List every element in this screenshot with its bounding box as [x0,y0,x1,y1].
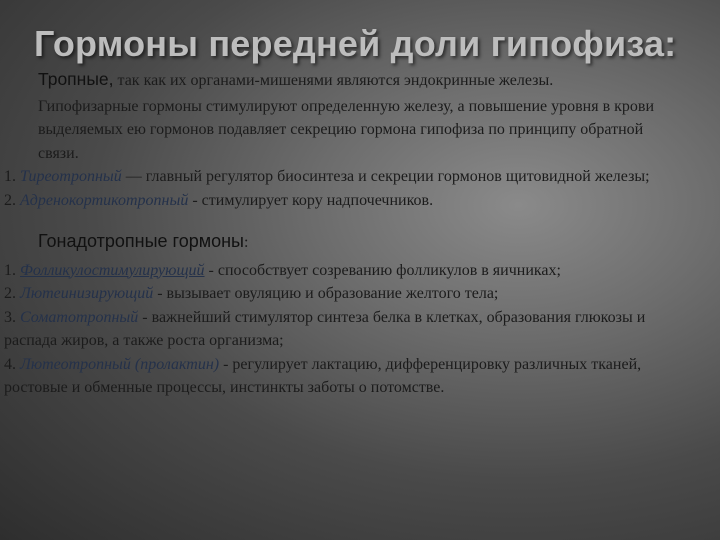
gonad-item-4-term: Лютеотропный (пролактин) [20,355,220,373]
gonad-item-2-num: 2. [4,285,20,302]
gonad-heading-colon: : [243,234,249,251]
gonad-item-1-term: Фолликулостимулирующий [20,261,205,279]
tropic-item-1-num: 1. [4,168,20,185]
tropic-item-2-term: Адренокортикотропный [20,191,189,209]
explanation-paragraph: Гипофизарные гормоны стимулируют определенную железу, а повышение уровня в крови выделяемых ею гормонов подавляет секрецию гормона гипофиза по принципу обратной связи. [38,97,655,162]
gonad-item-1-text: - способствует созреванию фолликулов в яичниках; [204,261,561,279]
tropic-item-1 [0,165,700,189]
tropic-item-1-text: — главный регулятор биосинтеза и секреции гормонов щитовидной железы; [121,168,650,185]
tropic-item-2-text: - стимулирует кору надпочечников. [188,191,434,209]
gonad-item-4 [0,353,700,400]
gonad-item-4-num: 4. [4,355,20,373]
gonad-item-3 [0,306,700,353]
slide-title: Гормоны передней доли гипофиза: [34,23,677,64]
intro-lead: Тропные, [38,69,114,89]
gonad-heading [0,230,700,255]
tropic-item-1-term: Тиреотропный [20,168,122,185]
slide-body [0,66,700,400]
tropic-item-2-num: 2. [4,191,20,209]
gonad-item-2 [0,282,700,306]
gonad-item-3-num: 3. [4,308,20,326]
intro-paragraph [0,68,700,93]
gonad-item-2-text: - вызывает овуляцию и образование желтого тела; [153,285,499,302]
tropic-item-2 [0,189,700,213]
gonad-item-4-text: - регулирует лактацию, дифференцировку различных тканей, ростовые и обменные процессы, инстинкты заботы о потомстве. [4,355,642,396]
gonad-item-1 [0,259,700,283]
intro-text: так как их органами-мишенями являются эндокринные железы. [113,72,554,89]
gonad-item-1-num: 1. [4,261,20,279]
gonad-item-3-term: Соматотропный [20,308,139,326]
gonad-item-3-text: - важнейший стимулятор синтеза белка в клетках, образования глюкозы и распада жиров, а также роста организма; [4,308,646,349]
gonad-item-2-term: Лютеинизирующий [20,285,154,302]
gonad-heading-lead: Гонадотропные гормоны [38,231,244,251]
